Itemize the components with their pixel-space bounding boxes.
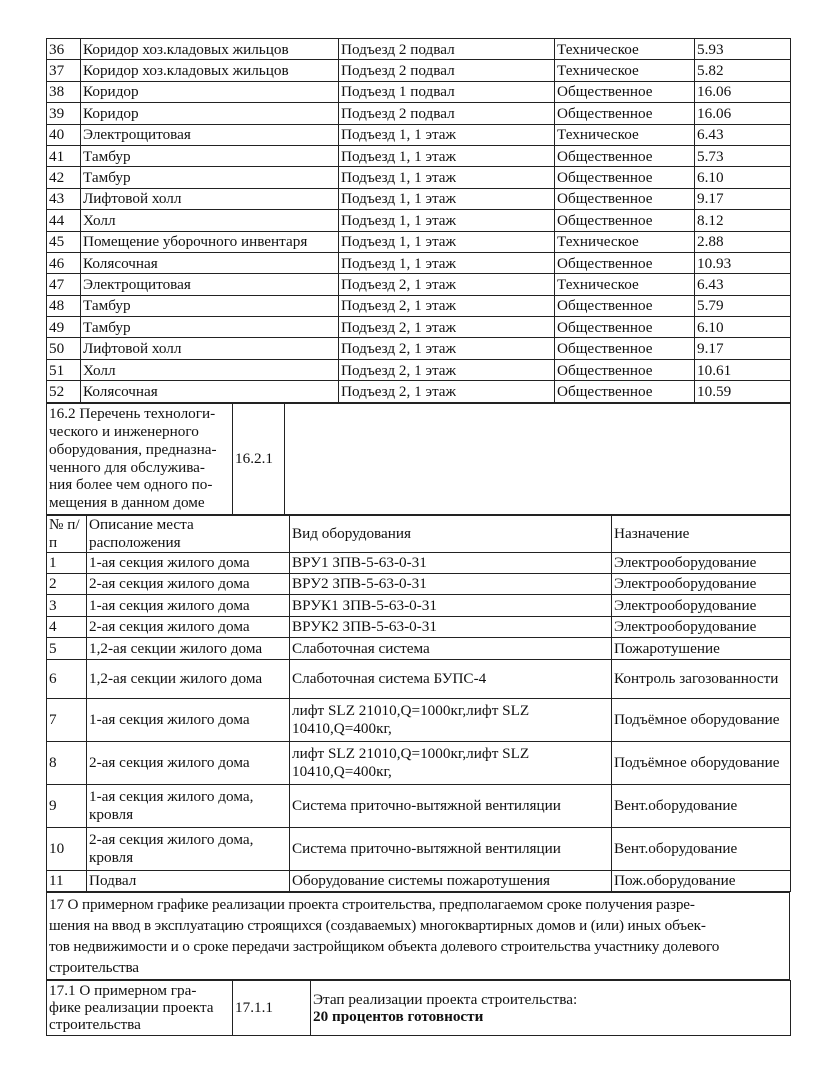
room-row bbox=[47, 274, 791, 295]
document-page bbox=[46, 38, 790, 1036]
room-area: 10.59 bbox=[695, 381, 791, 402]
equipment-purpose: Пож.оборудование bbox=[612, 870, 791, 891]
room-row bbox=[47, 231, 791, 252]
equipment-place: 1,2-ая секции жилого дома bbox=[87, 638, 290, 659]
room-location: Подъезд 2 подвал bbox=[339, 103, 555, 124]
room-row bbox=[47, 124, 791, 145]
room-location: Подъезд 2, 1 этаж bbox=[339, 274, 555, 295]
room-location: Подъезд 2, 1 этаж bbox=[339, 381, 555, 402]
room-row bbox=[47, 60, 791, 81]
equipment-place: 1-ая секция жилого дома bbox=[87, 552, 290, 573]
room-type: Общественное bbox=[555, 167, 695, 188]
equipment-purpose: Подъёмное оборудование bbox=[612, 741, 791, 784]
section-17-1 bbox=[46, 980, 791, 1036]
room-type: Общественное bbox=[555, 81, 695, 102]
room-no: 45 bbox=[47, 231, 81, 252]
room-no: 39 bbox=[47, 103, 81, 124]
section-17-heading: 17 О примерном графике реализации проекта строительства, предполагаемом сроке получения разре- шения на ввод в эксплуатацию строящихся (создаваемых) многоквартирных домов и (или) иных объек- тов недвижимости и о сроке передачи застройщиком объекта долевого строительства участнику долевого строительства bbox=[47, 892, 790, 979]
equipment-row bbox=[47, 616, 791, 637]
equipment-place: 2-ая секция жилого дома bbox=[87, 741, 290, 784]
room-type: Общественное bbox=[555, 295, 695, 316]
equipment-row bbox=[47, 659, 791, 698]
equipment-header-row bbox=[47, 515, 791, 552]
equipment-place: 2-ая секция жилого дома bbox=[87, 574, 290, 595]
equipment-row bbox=[47, 638, 791, 659]
room-location: Подъезд 1, 1 этаж bbox=[339, 210, 555, 231]
room-no: 43 bbox=[47, 188, 81, 209]
room-row bbox=[47, 295, 791, 316]
equipment-kind: Слаботочная система bbox=[290, 638, 612, 659]
room-name: Тамбур bbox=[81, 317, 339, 338]
room-location: Подъезд 2, 1 этаж bbox=[339, 338, 555, 359]
room-location: Подъезд 1, 1 этаж bbox=[339, 145, 555, 166]
room-type: Общественное bbox=[555, 252, 695, 273]
room-no: 38 bbox=[47, 81, 81, 102]
room-no: 49 bbox=[47, 317, 81, 338]
room-row bbox=[47, 317, 791, 338]
equipment-place: 2-ая секция жилого дома bbox=[87, 616, 290, 637]
equipment-purpose: Пожаротушение bbox=[612, 638, 791, 659]
equipment-row bbox=[47, 870, 791, 891]
room-area: 16.06 bbox=[695, 81, 791, 102]
stage-value: 20 процентов готовности bbox=[313, 1007, 484, 1025]
header-place: Описание места расположения bbox=[87, 515, 290, 552]
room-name: Колясочная bbox=[81, 381, 339, 402]
header-no: № п/п bbox=[47, 515, 87, 552]
room-row bbox=[47, 381, 791, 402]
room-no: 52 bbox=[47, 381, 81, 402]
room-location: Подъезд 1, 1 этаж bbox=[339, 188, 555, 209]
room-type: Общественное bbox=[555, 317, 695, 338]
room-row bbox=[47, 252, 791, 273]
equipment-no: 2 bbox=[47, 574, 87, 595]
equipment-purpose: Вент.оборудование bbox=[612, 784, 791, 827]
equipment-no: 1 bbox=[47, 552, 87, 573]
header-purpose: Назначение bbox=[612, 515, 791, 552]
room-name: Электрощитовая bbox=[81, 124, 339, 145]
equipment-kind: лифт SLZ 21010,Q=1000кг,лифт SLZ 10410,Q=400кг, bbox=[290, 741, 612, 784]
room-area: 6.10 bbox=[695, 167, 791, 188]
room-no: 40 bbox=[47, 124, 81, 145]
room-area: 8.12 bbox=[695, 210, 791, 231]
room-area: 5.73 bbox=[695, 145, 791, 166]
room-name: Коридор bbox=[81, 81, 339, 102]
equipment-purpose: Контроль загозованности bbox=[612, 659, 791, 698]
room-name: Лифтовой холл bbox=[81, 188, 339, 209]
room-area: 2.88 bbox=[695, 231, 791, 252]
room-area: 5.79 bbox=[695, 295, 791, 316]
room-area: 5.93 bbox=[695, 39, 791, 60]
equipment-row bbox=[47, 784, 791, 827]
equipment-place: 1,2-ая секции жилого дома bbox=[87, 659, 290, 698]
room-area: 6.10 bbox=[695, 317, 791, 338]
room-no: 36 bbox=[47, 39, 81, 60]
room-type: Техническое bbox=[555, 124, 695, 145]
room-no: 44 bbox=[47, 210, 81, 231]
room-type: Техническое bbox=[555, 274, 695, 295]
room-location: Подъезд 1, 1 этаж bbox=[339, 252, 555, 273]
room-no: 37 bbox=[47, 60, 81, 81]
room-no: 48 bbox=[47, 295, 81, 316]
room-location: Подъезд 2, 1 этаж bbox=[339, 295, 555, 316]
section-16-2-value bbox=[285, 403, 791, 514]
room-type: Общественное bbox=[555, 381, 695, 402]
equipment-no: 7 bbox=[47, 698, 87, 741]
equipment-place: 1-ая секция жилого дома, кровля bbox=[87, 784, 290, 827]
equipment-kind: ВРУ2 ЗПВ-5-63-0-31 bbox=[290, 574, 612, 595]
equipment-row bbox=[47, 741, 791, 784]
equipment-no: 5 bbox=[47, 638, 87, 659]
room-location: Подъезд 2, 1 этаж bbox=[339, 359, 555, 380]
room-name: Лифтовой холл bbox=[81, 338, 339, 359]
room-no: 50 bbox=[47, 338, 81, 359]
equipment-place: Подвал bbox=[87, 870, 290, 891]
room-row bbox=[47, 39, 791, 60]
equipment-kind: ВРУК1 ЗПВ-5-63-0-31 bbox=[290, 595, 612, 616]
room-name: Холл bbox=[81, 359, 339, 380]
room-name: Холл bbox=[81, 210, 339, 231]
room-name: Электрощитовая bbox=[81, 274, 339, 295]
room-name: Тамбур bbox=[81, 295, 339, 316]
section-17 bbox=[46, 892, 790, 980]
room-area: 10.61 bbox=[695, 359, 791, 380]
room-type: Общественное bbox=[555, 210, 695, 231]
equipment-place: 1-ая секция жилого дома bbox=[87, 698, 290, 741]
section-17-1-value bbox=[311, 980, 791, 1035]
header-kind: Вид оборудования bbox=[290, 515, 612, 552]
common-rooms-table bbox=[46, 38, 791, 403]
room-row bbox=[47, 103, 791, 124]
equipment-no: 9 bbox=[47, 784, 87, 827]
equipment-no: 3 bbox=[47, 595, 87, 616]
equipment-no: 4 bbox=[47, 616, 87, 637]
equipment-place: 2-ая секция жилого дома, кровля bbox=[87, 827, 290, 870]
equipment-no: 6 bbox=[47, 659, 87, 698]
room-area: 9.17 bbox=[695, 188, 791, 209]
room-no: 46 bbox=[47, 252, 81, 273]
stage-label: Этап реализации проекта строительства: bbox=[313, 990, 578, 1008]
room-area: 9.17 bbox=[695, 338, 791, 359]
room-location: Подъезд 1 подвал bbox=[339, 81, 555, 102]
room-type: Общественное bbox=[555, 188, 695, 209]
room-location: Подъезд 1, 1 этаж bbox=[339, 231, 555, 252]
equipment-kind: ВРУ1 ЗПВ-5-63-0-31 bbox=[290, 552, 612, 573]
equipment-no: 11 bbox=[47, 870, 87, 891]
equipment-purpose: Электрооборудование bbox=[612, 616, 791, 637]
room-area: 5.82 bbox=[695, 60, 791, 81]
equipment-kind: Слаботочная система БУПС-4 bbox=[290, 659, 612, 698]
equipment-purpose: Подъёмное оборудование bbox=[612, 698, 791, 741]
room-type: Техническое bbox=[555, 231, 695, 252]
room-name: Колясочная bbox=[81, 252, 339, 273]
room-type: Общественное bbox=[555, 145, 695, 166]
room-row bbox=[47, 167, 791, 188]
equipment-row bbox=[47, 595, 791, 616]
section-17-1-label: 17.1 О примерном гра- фике реализации проекта строительства bbox=[47, 980, 233, 1035]
room-name: Коридор bbox=[81, 103, 339, 124]
equipment-kind: Система приточно-вытяжной вентиляции bbox=[290, 827, 612, 870]
room-no: 41 bbox=[47, 145, 81, 166]
room-location: Подъезд 2, 1 этаж bbox=[339, 317, 555, 338]
room-type: Общественное bbox=[555, 359, 695, 380]
equipment-table bbox=[46, 515, 791, 892]
equipment-kind: лифт SLZ 21010,Q=1000кг,лифт SLZ 10410,Q=400кг, bbox=[290, 698, 612, 741]
section-16-2 bbox=[46, 403, 791, 515]
equipment-row bbox=[47, 552, 791, 573]
room-location: Подъезд 2 подвал bbox=[339, 39, 555, 60]
equipment-kind: Оборудование системы пожаротушения bbox=[290, 870, 612, 891]
room-no: 42 bbox=[47, 167, 81, 188]
equipment-purpose: Электрооборудование bbox=[612, 595, 791, 616]
room-no: 51 bbox=[47, 359, 81, 380]
room-name: Коридор хоз.кладовых жильцов bbox=[81, 60, 339, 81]
room-type: Техническое bbox=[555, 39, 695, 60]
room-type: Общественное bbox=[555, 338, 695, 359]
equipment-row bbox=[47, 698, 791, 741]
room-area: 6.43 bbox=[695, 124, 791, 145]
section-17-1-code: 17.1.1 bbox=[233, 980, 311, 1035]
room-location: Подъезд 1, 1 этаж bbox=[339, 167, 555, 188]
equipment-purpose: Вент.оборудование bbox=[612, 827, 791, 870]
room-row bbox=[47, 338, 791, 359]
room-row bbox=[47, 359, 791, 380]
section-16-2-code: 16.2.1 bbox=[233, 403, 285, 514]
equipment-place: 1-ая секция жилого дома bbox=[87, 595, 290, 616]
room-name: Коридор хоз.кладовых жильцов bbox=[81, 39, 339, 60]
room-area: 16.06 bbox=[695, 103, 791, 124]
room-name: Тамбур bbox=[81, 145, 339, 166]
room-area: 10.93 bbox=[695, 252, 791, 273]
equipment-no: 10 bbox=[47, 827, 87, 870]
room-type: Техническое bbox=[555, 60, 695, 81]
room-location: Подъезд 1, 1 этаж bbox=[339, 124, 555, 145]
room-name: Тамбур bbox=[81, 167, 339, 188]
room-row bbox=[47, 145, 791, 166]
section-16-2-label: 16.2 Перечень технологи- ческого и инженерного оборудования, предназна- ченного для обслужива- ния более чем одного по- мещения в данном доме bbox=[47, 403, 233, 514]
equipment-kind: ВРУК2 ЗПВ-5-63-0-31 bbox=[290, 616, 612, 637]
room-row bbox=[47, 210, 791, 231]
room-type: Общественное bbox=[555, 103, 695, 124]
equipment-kind: Система приточно-вытяжной вентиляции bbox=[290, 784, 612, 827]
room-row bbox=[47, 81, 791, 102]
room-row bbox=[47, 188, 791, 209]
room-location: Подъезд 2 подвал bbox=[339, 60, 555, 81]
room-no: 47 bbox=[47, 274, 81, 295]
equipment-row bbox=[47, 574, 791, 595]
equipment-row bbox=[47, 827, 791, 870]
equipment-purpose: Электрооборудование bbox=[612, 552, 791, 573]
room-area: 6.43 bbox=[695, 274, 791, 295]
room-name: Помещение уборочного инвентаря bbox=[81, 231, 339, 252]
equipment-purpose: Электрооборудование bbox=[612, 574, 791, 595]
equipment-no: 8 bbox=[47, 741, 87, 784]
